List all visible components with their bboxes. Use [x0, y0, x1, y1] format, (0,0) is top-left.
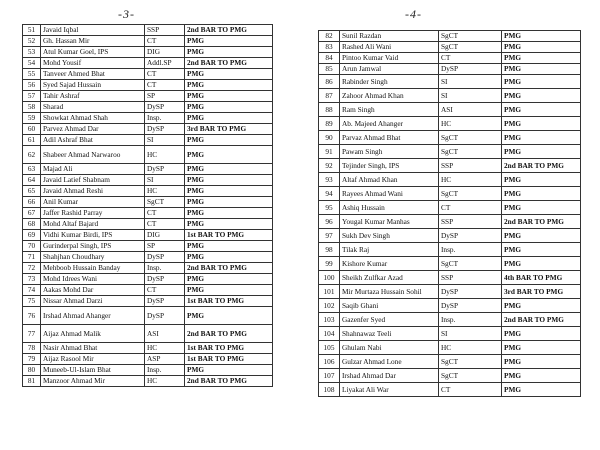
serial-number-cell: 90 [319, 131, 340, 145]
serial-number-cell: 67 [23, 208, 41, 219]
medal-cell: PMG [502, 229, 581, 243]
table-row [319, 89, 581, 103]
serial-number-cell: 104 [319, 327, 340, 341]
table-row [23, 365, 273, 376]
medal-cell: PMG [502, 103, 581, 117]
serial-number-cell: 89 [319, 117, 340, 131]
rank-cell: SP [145, 241, 185, 252]
medal-cell: PMG [185, 307, 273, 325]
name-cell: Pintoo Kumar Vaid [340, 53, 439, 64]
name-cell: Manzoor Ahmad Mir [41, 376, 145, 387]
serial-number-cell: 103 [319, 313, 340, 327]
serial-number-cell: 85 [319, 64, 340, 75]
medal-cell: 1st BAR TO PMG [185, 343, 273, 354]
serial-number-cell: 82 [319, 31, 340, 42]
serial-number-cell: 58 [23, 102, 41, 113]
serial-number-cell: 74 [23, 285, 41, 296]
rank-cell: CT [145, 80, 185, 91]
rank-cell: DySP [145, 164, 185, 175]
name-cell: Gazenfer Syed [340, 313, 439, 327]
rank-cell: SI [145, 175, 185, 186]
serial-number-cell: 56 [23, 80, 41, 91]
medal-cell: PMG [185, 47, 273, 58]
table-row [23, 197, 273, 208]
rank-cell: DySP [145, 307, 185, 325]
rank-cell: CT [145, 36, 185, 47]
medal-cell: PMG [185, 197, 273, 208]
medal-cell: 2nd BAR TO PMG [185, 325, 273, 343]
table-row [23, 241, 273, 252]
rank-cell: SgCT [439, 145, 502, 159]
serial-number-cell: 68 [23, 219, 41, 230]
name-cell: Tejinder Singh, IPS [340, 159, 439, 173]
medal-cell: PMG [185, 175, 273, 186]
rank-cell: Insp. [439, 243, 502, 257]
table-row [23, 186, 273, 197]
rank-cell: DySP [145, 102, 185, 113]
name-cell: Shabeer Ahmad Narwaroo [41, 146, 145, 164]
rank-cell: DySP [439, 229, 502, 243]
medal-cell: 4th BAR TO PMG [502, 271, 581, 285]
name-cell: Sheikh Zulfkar Azad [340, 271, 439, 285]
table-row [23, 69, 273, 80]
rank-cell: CT [145, 285, 185, 296]
table-row [23, 80, 273, 91]
table-row [23, 25, 273, 36]
table-row [23, 36, 273, 47]
medal-cell: 1st BAR TO PMG [185, 354, 273, 365]
rank-cell: SI [439, 75, 502, 89]
name-cell: Liyakat Ali War [340, 383, 439, 397]
table-row [319, 299, 581, 313]
name-cell: Javaid Ahmad Reshi [41, 186, 145, 197]
serial-number-cell: 91 [319, 145, 340, 159]
serial-number-cell: 63 [23, 164, 41, 175]
rank-cell: HC [439, 117, 502, 131]
table-row [23, 307, 273, 325]
medal-cell: PMG [185, 135, 273, 146]
name-cell: Parvez Ahmad Dar [41, 124, 145, 135]
name-cell: Jaffer Rashid Parray [41, 208, 145, 219]
rank-cell: ASI [145, 325, 185, 343]
serial-number-cell: 94 [319, 187, 340, 201]
name-cell: Saqib Ghani [340, 299, 439, 313]
medal-cell: 2nd BAR TO PMG [185, 376, 273, 387]
name-cell: Ab. Majeed Ahanger [340, 117, 439, 131]
rank-cell: HC [439, 341, 502, 355]
name-cell: Mohd Idrees Wani [41, 274, 145, 285]
medal-cell: PMG [185, 80, 273, 91]
table-row [319, 145, 581, 159]
serial-number-cell: 54 [23, 58, 41, 69]
rank-cell: SSP [439, 271, 502, 285]
rank-cell: CT [439, 201, 502, 215]
medal-cell: PMG [185, 241, 273, 252]
medal-cell: PMG [185, 113, 273, 124]
table-row [23, 219, 273, 230]
serial-number-cell: 98 [319, 243, 340, 257]
rank-cell: HC [145, 186, 185, 197]
rank-cell: SgCT [439, 31, 502, 42]
table-row [23, 124, 273, 135]
table-row [319, 42, 581, 53]
table-row [319, 173, 581, 187]
serial-number-cell: 71 [23, 252, 41, 263]
medal-cell: 2nd BAR TO PMG [502, 159, 581, 173]
name-cell: Rayees Ahmad Wani [340, 187, 439, 201]
rank-cell: HC [145, 146, 185, 164]
table-row [23, 58, 273, 69]
medal-cell: PMG [185, 285, 273, 296]
table-row [23, 376, 273, 387]
table-row [319, 369, 581, 383]
table-row [319, 341, 581, 355]
awards-table-right [318, 30, 581, 397]
name-cell: Muneeb-Ul-Islam Bhat [41, 365, 145, 376]
serial-number-cell: 86 [319, 75, 340, 89]
rank-cell: CT [145, 208, 185, 219]
medal-cell: 2nd BAR TO PMG [185, 263, 273, 274]
medal-cell: PMG [185, 91, 273, 102]
medal-cell: 1st BAR TO PMG [185, 230, 273, 241]
table-row [319, 159, 581, 173]
rank-cell: SSP [439, 159, 502, 173]
serial-number-cell: 69 [23, 230, 41, 241]
rank-cell: HC [145, 376, 185, 387]
table-row [23, 285, 273, 296]
medal-cell: PMG [502, 341, 581, 355]
name-cell: Nasir Ahmad Bhat [41, 343, 145, 354]
medal-cell: 3rd BAR TO PMG [502, 285, 581, 299]
rank-cell: SgCT [439, 369, 502, 383]
medal-cell: PMG [502, 145, 581, 159]
rank-cell: Insp. [145, 113, 185, 124]
serial-number-cell: 81 [23, 376, 41, 387]
serial-number-cell: 61 [23, 135, 41, 146]
table-row [319, 64, 581, 75]
table-row [319, 31, 581, 42]
table-row [319, 229, 581, 243]
medal-cell: PMG [185, 274, 273, 285]
name-cell: Mohd Yousif [41, 58, 145, 69]
table-row [23, 252, 273, 263]
serial-number-cell: 60 [23, 124, 41, 135]
name-cell: Mehboob Hussain Banday [41, 263, 145, 274]
rank-cell: DySP [145, 296, 185, 307]
rank-cell: SI [439, 89, 502, 103]
table-row [319, 53, 581, 64]
serial-number-cell: 59 [23, 113, 41, 124]
medal-cell: PMG [502, 201, 581, 215]
medal-cell: PMG [185, 146, 273, 164]
name-cell: Javaid Latief Shabnam [41, 175, 145, 186]
name-cell: Syed Sajad Hussain [41, 80, 145, 91]
table-row [319, 257, 581, 271]
name-cell: Aijaz Rasool Mir [41, 354, 145, 365]
serial-number-cell: 53 [23, 47, 41, 58]
rank-cell: DySP [145, 124, 185, 135]
medal-cell: PMG [502, 53, 581, 64]
medal-cell: PMG [185, 69, 273, 80]
serial-number-cell: 102 [319, 299, 340, 313]
name-cell: Parvaz Ahmad Bhat [340, 131, 439, 145]
serial-number-cell: 65 [23, 186, 41, 197]
table-row [23, 230, 273, 241]
name-cell: Mohd Altaf Bajard [41, 219, 145, 230]
rank-cell: SgCT [439, 187, 502, 201]
medal-cell: PMG [502, 355, 581, 369]
rank-cell: CT [145, 219, 185, 230]
name-cell: Ram Singh [340, 103, 439, 117]
medal-cell: PMG [185, 102, 273, 113]
serial-number-cell: 57 [23, 91, 41, 102]
name-cell: Aakas Mohd Dar [41, 285, 145, 296]
table-row [23, 102, 273, 113]
medal-cell: 2nd BAR TO PMG [185, 25, 273, 36]
rank-cell: CT [145, 69, 185, 80]
table-row [319, 187, 581, 201]
rank-cell: Insp. [145, 263, 185, 274]
table-row [319, 117, 581, 131]
medal-cell: PMG [502, 187, 581, 201]
medal-cell: 2nd BAR TO PMG [502, 313, 581, 327]
table-row [319, 75, 581, 89]
name-cell: Tanveer Ahmed Bhat [41, 69, 145, 80]
serial-number-cell: 64 [23, 175, 41, 186]
name-cell: Ghulam Nabi [340, 341, 439, 355]
medal-cell: PMG [502, 383, 581, 397]
rank-cell: SSP [439, 215, 502, 229]
medal-cell: 2nd BAR TO PMG [185, 58, 273, 69]
serial-number-cell: 97 [319, 229, 340, 243]
serial-number-cell: 78 [23, 343, 41, 354]
name-cell: Irshad Ahmad Ahanger [41, 307, 145, 325]
rank-cell: HC [439, 173, 502, 187]
table-row [23, 343, 273, 354]
medal-cell: PMG [502, 89, 581, 103]
name-cell: Gh. Hassan Mir [41, 36, 145, 47]
medal-cell: PMG [502, 327, 581, 341]
serial-number-cell: 62 [23, 146, 41, 164]
rank-cell: DySP [439, 299, 502, 313]
serial-number-cell: 52 [23, 36, 41, 47]
name-cell: Tilak Raj [340, 243, 439, 257]
table-row [23, 263, 273, 274]
table-row [319, 103, 581, 117]
medal-cell: PMG [502, 64, 581, 75]
rank-cell: SgCT [439, 42, 502, 53]
name-cell: Gurinderpal Singh, IPS [41, 241, 145, 252]
rank-cell: SgCT [439, 355, 502, 369]
name-cell: Ashiq Hussain [340, 201, 439, 215]
serial-number-cell: 70 [23, 241, 41, 252]
name-cell: Irshad Ahmad Dar [340, 369, 439, 383]
name-cell: Aijaz Ahmad Malik [41, 325, 145, 343]
medal-cell: PMG [185, 36, 273, 47]
name-cell: Sharad [41, 102, 145, 113]
serial-number-cell: 95 [319, 201, 340, 215]
table-row [319, 131, 581, 145]
serial-number-cell: 51 [23, 25, 41, 36]
serial-number-cell: 108 [319, 383, 340, 397]
medal-cell: PMG [502, 31, 581, 42]
serial-number-cell: 79 [23, 354, 41, 365]
serial-number-cell: 73 [23, 274, 41, 285]
medal-cell: PMG [185, 219, 273, 230]
table-row [319, 355, 581, 369]
medal-cell: 3rd BAR TO PMG [185, 124, 273, 135]
rank-cell: CT [439, 53, 502, 64]
rank-cell: HC [145, 343, 185, 354]
medal-cell: PMG [502, 369, 581, 383]
rank-cell: Insp. [145, 365, 185, 376]
name-cell: Kishore Kumar [340, 257, 439, 271]
medal-cell: PMG [502, 75, 581, 89]
rank-cell: CT [439, 383, 502, 397]
serial-number-cell: 107 [319, 369, 340, 383]
serial-number-cell: 96 [319, 215, 340, 229]
table-row [319, 215, 581, 229]
table-row [23, 325, 273, 343]
table-row [23, 354, 273, 365]
serial-number-cell: 99 [319, 257, 340, 271]
medal-cell: PMG [185, 252, 273, 263]
rank-cell: ASI [439, 103, 502, 117]
name-cell: Tahir Ashraf [41, 91, 145, 102]
awards-table-left [22, 24, 273, 387]
serial-number-cell: 105 [319, 341, 340, 355]
serial-number-cell: 106 [319, 355, 340, 369]
name-cell: Atul Kumar Goel, IPS [41, 47, 145, 58]
serial-number-cell: 55 [23, 69, 41, 80]
serial-number-cell: 87 [319, 89, 340, 103]
medal-cell: 2nd BAR TO PMG [502, 215, 581, 229]
table-row [23, 164, 273, 175]
medal-cell: PMG [502, 257, 581, 271]
name-cell: Adil Ashraf Bhat [41, 135, 145, 146]
table-row [319, 201, 581, 215]
rank-cell: SgCT [145, 197, 185, 208]
table-row [319, 383, 581, 397]
rank-cell: DySP [439, 64, 502, 75]
name-cell: Sukh Dev Singh [340, 229, 439, 243]
serial-number-cell: 80 [23, 365, 41, 376]
table-row [23, 274, 273, 285]
table-row [23, 113, 273, 124]
name-cell: Shahjhan Choudhary [41, 252, 145, 263]
medal-cell: PMG [502, 243, 581, 257]
table-row [23, 135, 273, 146]
name-cell: Nissar Ahmad Darzi [41, 296, 145, 307]
page-number-left: -3- [118, 7, 135, 21]
medal-cell: PMG [502, 42, 581, 53]
serial-number-cell: 84 [319, 53, 340, 64]
serial-number-cell: 72 [23, 263, 41, 274]
rank-cell: DySP [145, 274, 185, 285]
rank-cell: ASP [145, 354, 185, 365]
table-row [23, 146, 273, 164]
name-cell: Rabinder Singh [340, 75, 439, 89]
serial-number-cell: 75 [23, 296, 41, 307]
name-cell: Vidhi Kumar Birdi, IPS [41, 230, 145, 241]
table-row [319, 243, 581, 257]
name-cell: Mir Murtaza Hussain Sohil [340, 285, 439, 299]
name-cell: Pawam Singh [340, 145, 439, 159]
name-cell: Anil Kumar [41, 197, 145, 208]
name-cell: Showkat Ahmad Shah [41, 113, 145, 124]
serial-number-cell: 83 [319, 42, 340, 53]
name-cell: Majad Ali [41, 164, 145, 175]
medal-cell: PMG [502, 173, 581, 187]
medal-cell: PMG [185, 208, 273, 219]
rank-cell: SSP [145, 25, 185, 36]
table-row [23, 91, 273, 102]
serial-number-cell: 66 [23, 197, 41, 208]
page-number-right: -4- [405, 7, 422, 21]
table-row [23, 47, 273, 58]
name-cell: Sunil Razdan [340, 31, 439, 42]
name-cell: Zahoor Ahmad Khan [340, 89, 439, 103]
rank-cell: SP [145, 91, 185, 102]
rank-cell: Insp. [439, 313, 502, 327]
rank-cell: DySP [439, 285, 502, 299]
table-row [23, 296, 273, 307]
table-row [319, 285, 581, 299]
table-row [319, 327, 581, 341]
table-row [319, 271, 581, 285]
medal-cell: PMG [502, 131, 581, 145]
serial-number-cell: 100 [319, 271, 340, 285]
medal-cell: PMG [185, 164, 273, 175]
name-cell: Altaf Ahmad Khan [340, 173, 439, 187]
rank-cell: SI [439, 327, 502, 341]
serial-number-cell: 93 [319, 173, 340, 187]
table-row [23, 175, 273, 186]
name-cell: Gulzar Ahmad Lone [340, 355, 439, 369]
rank-cell: DIG [145, 47, 185, 58]
rank-cell: SgCT [439, 257, 502, 271]
name-cell: Arun Jamwal [340, 64, 439, 75]
rank-cell: SI [145, 135, 185, 146]
rank-cell: Addl.SP [145, 58, 185, 69]
medal-cell: PMG [502, 299, 581, 313]
name-cell: Yougal Kumar Manhas [340, 215, 439, 229]
serial-number-cell: 92 [319, 159, 340, 173]
name-cell: Javaid Iqbal [41, 25, 145, 36]
medal-cell: PMG [185, 186, 273, 197]
rank-cell: DIG [145, 230, 185, 241]
serial-number-cell: 101 [319, 285, 340, 299]
rank-cell: DySP [145, 252, 185, 263]
medal-cell: PMG [185, 365, 273, 376]
rank-cell: SgCT [439, 131, 502, 145]
name-cell: Shahnawaz Teeli [340, 327, 439, 341]
serial-number-cell: 88 [319, 103, 340, 117]
name-cell: Rashed Ali Wani [340, 42, 439, 53]
medal-cell: PMG [502, 117, 581, 131]
table-row [23, 208, 273, 219]
serial-number-cell: 77 [23, 325, 41, 343]
table-row [319, 313, 581, 327]
medal-cell: 1st BAR TO PMG [185, 296, 273, 307]
serial-number-cell: 76 [23, 307, 41, 325]
